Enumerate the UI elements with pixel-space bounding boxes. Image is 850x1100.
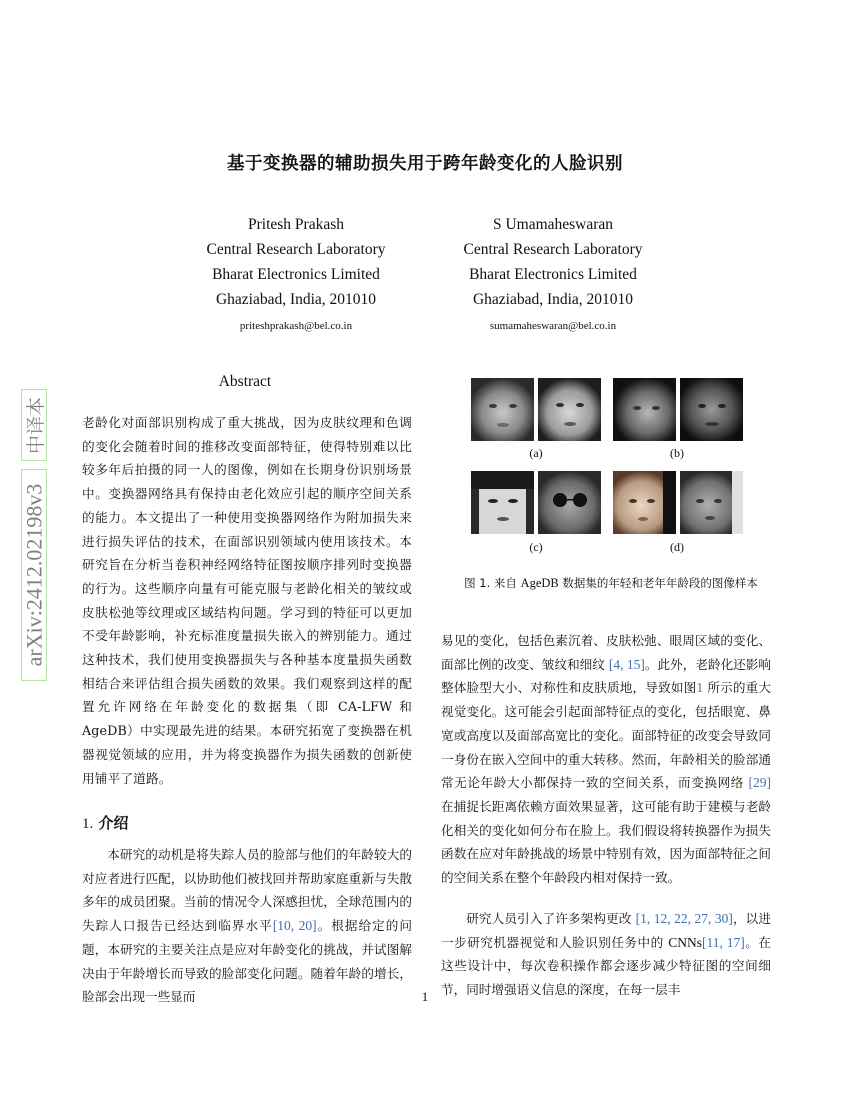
arxiv-id-badge[interactable]: arXiv:2412.02198v3	[21, 469, 47, 681]
subfigure-label-d: (d)	[670, 540, 684, 554]
young-girl-face-image	[471, 378, 534, 441]
figure-reference-link[interactable]: 1	[696, 680, 704, 696]
author-block-2	[423, 212, 683, 337]
citation-link[interactable]: [4, 15]	[608, 656, 645, 672]
author-email: sumamaheswaran@bel.co.in	[489, 320, 617, 332]
citation-link[interactable]: [1, 12, 22, 27, 30]	[635, 911, 733, 926]
author-name: Pritesh Prakash	[247, 216, 344, 233]
boy-in-cap-face-image	[471, 471, 534, 534]
author-name: S Umamaheswaran	[492, 216, 614, 233]
intro-text-continues: 。根据给定的问题，本研究的主要关注点是应对年龄变化的挑战，并试图解决由于年龄增长而导致的脸部变化问题。随着年龄的增长，脸部会出现一些显而	[82, 918, 412, 1005]
citation-link[interactable]: [11, 17]	[702, 934, 745, 950]
young-girl-sepia-face-image	[613, 471, 676, 534]
subfigure-label-c: (c)	[529, 540, 543, 554]
abstract-text: 老龄化对面部识别构成了重大挑战，因为皮肤纹理和色调的变化会随着时间的推移改变面部特征，使得特别难以比较多年后拍摄的同一人的图像，例如在长期身份识别场景中。变换器网络具有保持由老化效应引起的顺序空间关系的能力。本文提出了一种使用变换器网络作为附加损失来进行损失评估的技术，在面部识别领域内使用该技术。本研究旨在分析当卷积神经网络特征图按顺序排列时变换器的行为。这些顺序向量有可能克服与老龄化相关的皱纹或皮肤松弛等纹理或区域结构问题。学习到的特征可以更加不受年龄影响，补充标准度量损失嵌入的辨别能力。通过这种技术，我们使用变换器损失与各种基本度量损失函数相结合来评估组合损失函数的效果。我们观察到这样的配置允许网络在年龄变化的数据集（即 CA-LFW 和 AgeDB）中实现最先进的结果。本研究拓宽了变换器在机器视觉领域的应用，并为将变换器作为损失函数的创新使用铺平了道路。	[82, 415, 412, 786]
older-man-face-image	[680, 378, 743, 441]
abstract-heading: Abstract	[218, 373, 272, 390]
citation-link[interactable]: [10, 20]	[272, 918, 317, 934]
subfigure-label-a: (a)	[529, 446, 543, 460]
citation-link[interactable]: [29]	[748, 775, 772, 791]
section-heading: 1. 介绍	[82, 814, 129, 832]
intro-paragraph-2: 研究人员引入了许多架构更改 [1, 12, 22, 27, 30]，以进一步研究机器视觉和人脸识别任务中的 CNNs[11, 17]。在这些设计中，每次卷积操作都会逐步减少特征图的空间细节，同时增强语义信息的深度，在每一层丰	[441, 911, 771, 998]
intro-text: 易见的变化，包括色素沉着、皮肤松弛、眼周区域的变化、面部比例的改变、皱纹和细纹	[441, 633, 771, 672]
author-lab: Central Research Laboratory	[463, 241, 643, 258]
arxiv-stamp	[21, 389, 47, 681]
adult-woman-face-image	[538, 378, 601, 441]
page-number: 1	[421, 989, 429, 1004]
adult-woman-face-image	[680, 471, 743, 534]
translation-badge: 中译本	[21, 389, 47, 461]
author-org: Bharat Electronics Limited	[212, 266, 380, 283]
intro-paragraph-1-left: 本研究的动机是将失踪人员的脸部与他们的年龄较大的对应者进行匹配，以协助他们被找回并帮助家庭重新与失散多年的成员团聚。当前的情况令人深感担忧，全球范围内的失踪人口报告已经达到临界水平[10, 20]。根据给定的问题，本研究的主要关注点是应对年龄变化的挑战，并试图解决由于年龄增长而导致的脸部变化问题。随着年龄的增长，脸部会出现一些显而	[82, 847, 412, 1005]
author-block-1	[166, 212, 426, 337]
subfigure-label-b: (b)	[670, 446, 684, 460]
figure-caption: 图 1. 来自 AgeDB 数据集的年轻和老年年龄段的图像样本	[464, 576, 758, 590]
paper-title: 基于变换器的辅助损失用于跨年龄变化的人脸识别	[227, 154, 623, 174]
author-address: Ghaziabad, India, 201010	[215, 291, 377, 308]
man-with-round-glasses-face-image	[538, 471, 601, 534]
young-man-face-image	[613, 378, 676, 441]
author-lab: Central Research Laboratory	[206, 241, 386, 258]
author-address: Ghaziabad, India, 201010	[472, 291, 634, 308]
author-email: priteshprakash@bel.co.in	[239, 320, 353, 332]
intro-paragraph-1-right: 易见的变化，包括色素沉着、皮肤松弛、眼周区域的变化、面部比例的改变、皱纹和细纹 [4, 15]。此外，老龄化还影响整体脸型大小、对称性和皮肤质地，导致如图1 所示的重大视觉变化。这可能会引起面部特征点的变化，包括眼宽、鼻宽或高度以及面部高宽比的变化。面部特征的改变会导致同一身份在嵌入空间中的重大转移。然而，年龄相关的脸部通常无论年龄大小都保持一致的空间关系，而变换网络 [29] 在捕捉长距离依赖方面效果显著，这可能有助于建模与老龄化相关的变化如何分布在脸上。我们假设将转换器作为损失函数在应对年龄挑战的场景中特别有效，因为面部特征之间的空间关系在整个年龄段内相对保持一致。	[441, 633, 772, 886]
author-org: Bharat Electronics Limited	[469, 266, 637, 283]
